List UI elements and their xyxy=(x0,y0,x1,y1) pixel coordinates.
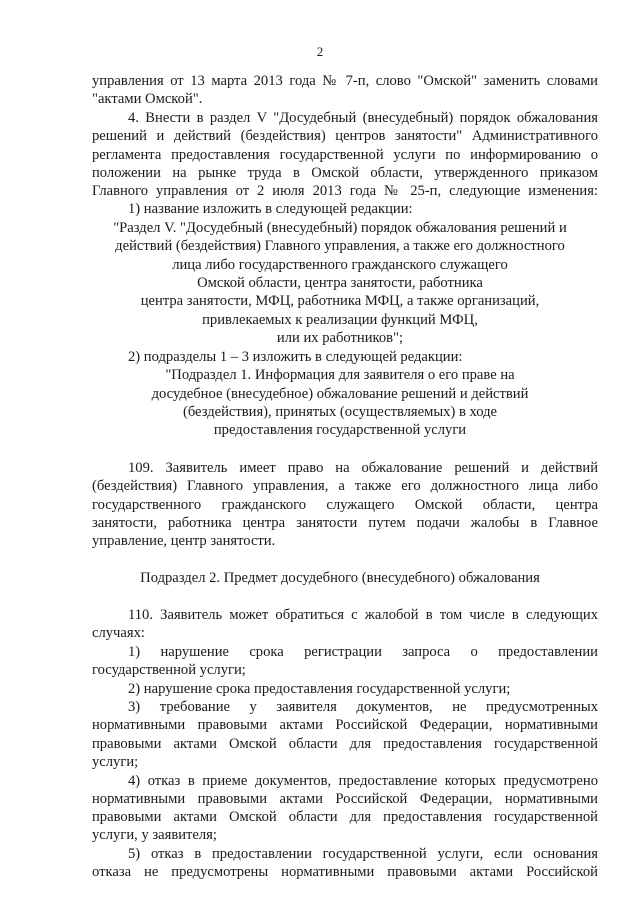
case3-line-4: услуги; xyxy=(92,754,139,770)
p109-line-1: 109. Заявитель имеет право на обжалование решений и действий xyxy=(128,460,598,476)
subsection1-title-line-4: предоставления государственной услуги xyxy=(213,422,467,438)
subsection1-title-line-2: досудебное (внесудебное) обжалование решений и действий xyxy=(151,386,529,402)
case5-line-1: 5) отказ в предоставлении государственной услуги, если основания xyxy=(128,846,598,862)
section-title-line-1: "Раздел V. "Досудебный (внесудебный) порядок обжалования решений и xyxy=(113,220,567,236)
section-title-line-5: центра занятости, МФЦ, работника МФЦ, а также организаций, xyxy=(140,293,540,309)
case3-line-2: нормативными правовыми актами Российской Федерации, нормативными xyxy=(92,717,598,733)
item4-line-3: регламента предоставления государственной услуги по информированию о xyxy=(92,147,598,163)
case4-line-1: 4) отказ в приеме документов, предоставление которых предусмотрено xyxy=(128,773,598,789)
case3-line-1: 3) требование у заявителя документов, не предусмотренных xyxy=(128,699,598,715)
item4-line-2: решений и действий (бездействия) центров занятости" Административного xyxy=(92,128,598,144)
item4-2: 2) подразделы 1 – 3 изложить в следующей редакции: xyxy=(128,349,463,365)
p110-line-2: случаях: xyxy=(92,625,145,641)
section-title-line-2: действий (бездействия) Главного управления, а также его должностного xyxy=(115,238,565,254)
section-title-line-7: или их работников"; xyxy=(276,330,404,346)
case5-line-2: отказа не предусмотрены нормативными правовыми актами Российской xyxy=(92,864,598,880)
subsection1-title-line-3: (бездействия), принятых (осуществляемых) в ходе xyxy=(182,404,498,420)
case3-line-3: правовыми актами Омской области для предоставления государственной xyxy=(92,736,598,752)
case4-line-3: правовыми актами Омской области для предоставления государственной xyxy=(92,809,598,825)
intro-line-1: управления от 13 марта 2013 года № 7-п, слово "Омской" заменить словами xyxy=(92,73,598,89)
p109-line-3: государственного гражданского служащего Омской области, центра xyxy=(92,497,598,513)
case4-line-4: услуги, у заявителя; xyxy=(92,827,217,843)
subsection2-title: Подраздел 2. Предмет досудебного (внесудебного) обжалования xyxy=(140,570,540,586)
section-title-line-4: Омской области, центра занятости, работника xyxy=(197,275,483,291)
case1-line-1: 1) нарушение срока регистрации запроса о предоставлении xyxy=(128,644,598,660)
case1-line-2: государственной услуги; xyxy=(92,662,246,678)
section-title-line-6: привлекаемых к реализации функций МФЦ, xyxy=(202,312,478,328)
p109-line-2: (бездействия) Главного управления, а также его должностного лица либо xyxy=(92,478,598,494)
p109-line-5: управление, центр занятости. xyxy=(92,533,276,549)
item4-line-5: Главного управления от 2 июля 2013 года № 25-п, следующие изменения: xyxy=(92,183,598,199)
page-number: 2 xyxy=(316,44,324,59)
p110-line-1: 110. Заявитель может обратиться с жалобой в том числе в следующих xyxy=(128,607,598,623)
intro-line-2: "актами Омской". xyxy=(92,91,203,107)
case4-line-2: нормативными правовыми актами Российской Федерации, нормативными xyxy=(92,791,598,807)
item4-line-1: 4. Внести в раздел V "Досудебный (внесудебный) порядок обжалования xyxy=(128,110,598,126)
case2: 2) нарушение срока предоставления государственной услуги; xyxy=(128,681,511,697)
item4-line-4: положении на рынке труда в Омской области, утвержденного приказом xyxy=(92,165,598,181)
p109-line-4: занятости, работника центра занятости путем подачи жалобы в Главное xyxy=(92,515,598,531)
item4-1: 1) название изложить в следующей редакции: xyxy=(128,201,413,217)
subsection1-title-line-1: "Подраздел 1. Информация для заявителя о его праве на xyxy=(165,367,515,383)
section-title-line-3: лица либо государственного гражданского служащего xyxy=(172,257,508,273)
